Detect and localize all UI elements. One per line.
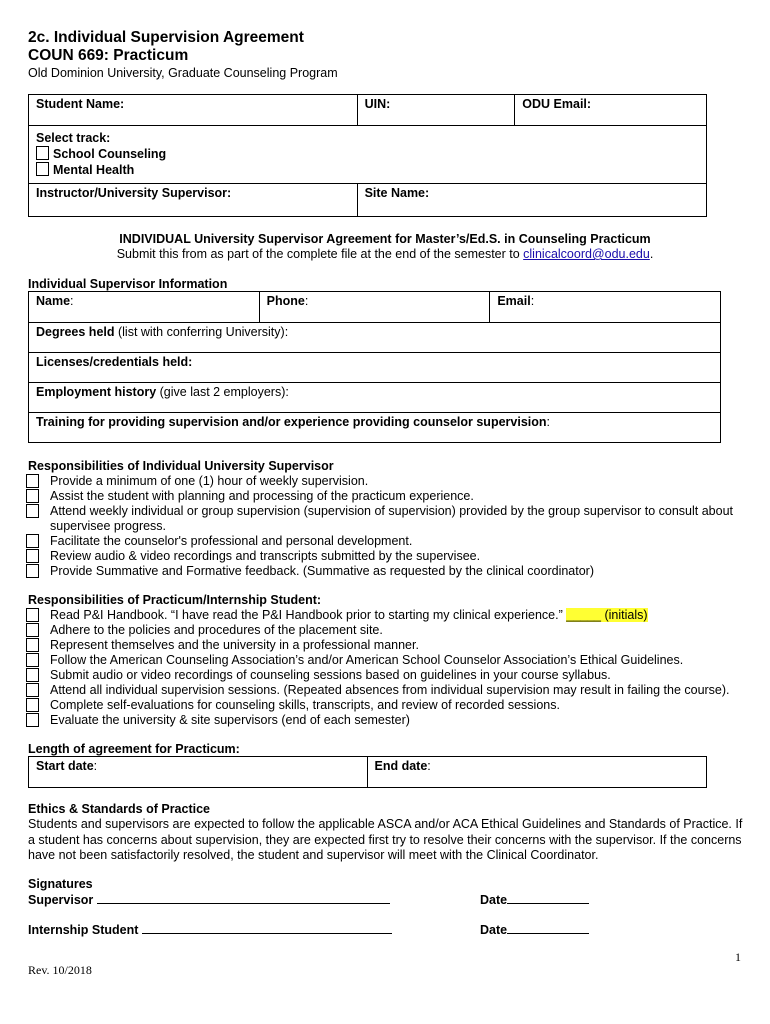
end-date-label: End date xyxy=(374,759,428,773)
program-subtitle: Old Dominion University, Graduate Counseling Program xyxy=(28,66,338,80)
supervisor-date-line[interactable] xyxy=(507,892,589,904)
start-date-field[interactable] xyxy=(29,757,368,788)
student-resp-heading: Responsibilities of Practicum/Internship Student: xyxy=(28,593,322,607)
end-date-field[interactable] xyxy=(367,757,707,788)
title-line-2: COUN 669: Practicum xyxy=(28,47,189,64)
uin-field[interactable] xyxy=(357,95,515,126)
student-resp-checkbox[interactable] xyxy=(26,638,39,652)
student-resp-item[interactable] xyxy=(26,638,730,653)
ethics-text: Students and supervisors are expected to follow the applicable ASCA and/or ACA Ethical Guidelines and Standards of Practice. If a student has concerns about supervision, they are expected first try to resolve their concerns with the supervisor. If the concerns have not been satisfactorily resolved, the student and supervisor will meet with the Clinical Coordinator. xyxy=(28,817,743,862)
degrees-label: Degrees held xyxy=(36,325,115,339)
supervisor-resp-checkbox[interactable] xyxy=(26,534,39,548)
supervisor-email-colon: : xyxy=(530,294,535,308)
supervisor-resp-text: Provide Summative and Formative feedback. (Summative as requested by the clinical coordinator) xyxy=(50,564,595,578)
supervisor-phone-field[interactable] xyxy=(259,292,490,323)
supervisor-resp-text: supervisee progress. xyxy=(50,519,167,533)
track-mental-label: Mental Health xyxy=(53,163,135,177)
length-table xyxy=(28,756,707,788)
student-date-row[interactable] xyxy=(480,922,589,937)
student-name-label: Student Name: xyxy=(36,97,125,111)
track-school-option[interactable] xyxy=(36,146,699,162)
student-resp-checkbox[interactable] xyxy=(26,608,39,622)
student-resp-item[interactable] xyxy=(26,653,730,668)
student-resp-checkbox[interactable] xyxy=(26,653,39,667)
supervisor-signature-row[interactable] xyxy=(28,892,390,907)
student-resp-item[interactable] xyxy=(26,668,730,683)
student-resp-item[interactable] xyxy=(26,608,730,623)
supervisor-email-field[interactable] xyxy=(490,292,721,323)
student-resp-text: Complete self-evaluations for counseling skills, transcripts, and review of recorded sessions. xyxy=(50,698,560,712)
ethics-heading: Ethics & Standards of Practice xyxy=(28,802,211,816)
student-resp-item[interactable] xyxy=(26,698,730,713)
supervisor-date-label: Date xyxy=(480,893,508,907)
supervisor-signature-line[interactable] xyxy=(97,892,390,904)
instructor-label: Instructor/University Supervisor: xyxy=(36,186,232,200)
student-resp-text: Read P&I Handbook. “I have read the P&I Handbook prior to starting my clinical experience.” xyxy=(50,608,567,622)
supervisor-resp-checkbox[interactable] xyxy=(26,489,39,503)
student-resp-checkbox[interactable] xyxy=(26,623,39,637)
agreement-submit-line xyxy=(0,247,770,261)
training-field[interactable] xyxy=(29,413,721,443)
supervisor-resp-text: Assist the student with planning and processing of the practicum experience. xyxy=(50,489,474,503)
track-selection xyxy=(29,126,707,184)
student-name-field[interactable] xyxy=(29,95,358,126)
signatures-heading: Signatures xyxy=(28,877,93,891)
student-resp-checkbox[interactable] xyxy=(26,713,39,727)
odu-email-label: ODU Email: xyxy=(522,97,592,111)
initials-blank[interactable]: _____ (initials) xyxy=(566,608,648,622)
start-date-label: Start date xyxy=(36,759,94,773)
supervisor-date-row[interactable] xyxy=(480,892,589,907)
supervisor-resp-item[interactable] xyxy=(26,534,733,549)
licenses-field[interactable] xyxy=(29,353,721,383)
track-school-label: School Counseling xyxy=(53,147,167,161)
supervisor-resp-checkbox[interactable] xyxy=(26,504,39,518)
select-track-label: Select track: xyxy=(36,131,111,145)
supervisor-resp-item[interactable] xyxy=(26,489,733,504)
supervisor-resp-checkbox[interactable] xyxy=(26,564,39,578)
submit-period: . xyxy=(649,247,654,261)
uin-label: UIN: xyxy=(364,97,391,111)
student-date-label: Date xyxy=(480,923,508,937)
student-resp-item[interactable] xyxy=(26,683,730,698)
student-date-line[interactable] xyxy=(507,922,589,934)
supervisor-name-colon: : xyxy=(70,294,74,308)
student-signature-line[interactable] xyxy=(142,922,392,934)
odu-email-field[interactable] xyxy=(515,95,707,126)
student-signature-label: Internship Student xyxy=(28,923,139,937)
student-resp-item[interactable] xyxy=(26,623,730,638)
student-resp-text: Adhere to the policies and procedures of the placement site. xyxy=(50,623,383,637)
student-resp-text: Represent themselves and the university in a professional manner. xyxy=(50,638,419,652)
supervisor-responsibilities xyxy=(26,459,733,579)
supervisor-resp-item[interactable] xyxy=(26,504,733,519)
supervisor-phone-label: Phone xyxy=(266,294,305,308)
supervisor-resp-checkbox[interactable] xyxy=(26,549,39,563)
site-name-field[interactable] xyxy=(357,184,706,217)
student-resp-text: Attend all individual supervision sessions. (Repeated absences from individual supervision may result in failing the course). xyxy=(50,683,730,697)
degrees-field[interactable] xyxy=(29,323,721,353)
supervisor-name-label: Name xyxy=(36,294,71,308)
supervisor-info-heading: Individual Supervisor Information xyxy=(28,277,228,291)
supervisor-email-label: Email xyxy=(497,294,531,308)
student-info-table xyxy=(28,94,707,217)
supervisor-info-table xyxy=(28,291,721,443)
supervisor-resp-item-continued xyxy=(26,519,733,534)
page-title xyxy=(28,29,304,65)
degrees-note: (list with conferring University): xyxy=(114,325,289,339)
supervisor-resp-text: Facilitate the counselor's professional and personal development. xyxy=(50,534,413,548)
supervisor-resp-text: Attend weekly individual or group supervision (supervision of supervision) provided by the group supervisor to consult about xyxy=(50,504,734,518)
student-resp-text: Evaluate the university & site supervisors (end of each semester) xyxy=(50,713,410,727)
supervisor-resp-item[interactable] xyxy=(26,474,733,489)
clinical-coord-email-link[interactable]: clinicalcoord@odu.edu xyxy=(523,247,650,261)
student-resp-text: Submit audio or video recordings of counseling sessions based on guidelines in your course syllabus. xyxy=(50,668,611,682)
student-responsibilities xyxy=(26,593,730,728)
training-label: Training for providing supervision and/or experience providing counselor supervision xyxy=(36,415,547,429)
supervisor-resp-item[interactable] xyxy=(26,549,733,564)
instructor-field[interactable] xyxy=(29,184,358,217)
supervisor-resp-text: Review audio & video recordings and transcripts submitted by the supervisee. xyxy=(50,549,481,563)
length-heading: Length of agreement for Practicum: xyxy=(28,742,240,756)
training-colon: : xyxy=(546,415,550,429)
end-date-colon: : xyxy=(427,759,431,773)
student-resp-checkbox[interactable] xyxy=(26,668,39,682)
supervisor-signature-label: Supervisor xyxy=(28,893,94,907)
supervisor-resp-heading: Responsibilities of Individual University Supervisor xyxy=(28,459,334,473)
supervisor-resp-item[interactable] xyxy=(26,564,733,579)
licenses-label: Licenses/credentials held: xyxy=(36,355,193,369)
employment-note: (give last 2 employers): xyxy=(156,385,289,399)
student-resp-checkbox[interactable] xyxy=(26,683,39,697)
student-resp-item[interactable] xyxy=(26,713,730,728)
track-mental-checkbox[interactable] xyxy=(36,162,49,176)
supervisor-name-field[interactable] xyxy=(29,292,260,323)
track-school-checkbox[interactable] xyxy=(36,146,49,160)
employment-field[interactable] xyxy=(29,383,721,413)
supervisor-phone-colon: : xyxy=(304,294,309,308)
supervisor-resp-text: Provide a minimum of one (1) hour of weekly supervision. xyxy=(50,474,369,488)
page-number: 1 xyxy=(735,950,741,964)
title-line-1: 2c. Individual Supervision Agreement xyxy=(28,29,304,46)
revision-date: Rev. 10/2018 xyxy=(28,963,92,977)
supervisor-resp-checkbox[interactable] xyxy=(26,474,39,488)
site-name-label: Site Name: xyxy=(364,186,430,200)
start-date-colon: : xyxy=(93,759,98,773)
submit-text: Submit this from as part of the complete file at the end of the semester to xyxy=(116,247,524,261)
student-resp-checkbox[interactable] xyxy=(26,698,39,712)
student-resp-text: Follow the American Counseling Association’s and/or American School Counselor Association’s Ethical Guidelines. xyxy=(50,653,684,667)
agreement-heading: INDIVIDUAL University Supervisor Agreement for Master’s/Ed.S. in Counseling Practicum xyxy=(119,232,651,246)
employment-label: Employment history xyxy=(36,385,157,399)
track-mental-option[interactable] xyxy=(36,162,699,178)
student-signature-row[interactable] xyxy=(28,922,392,937)
